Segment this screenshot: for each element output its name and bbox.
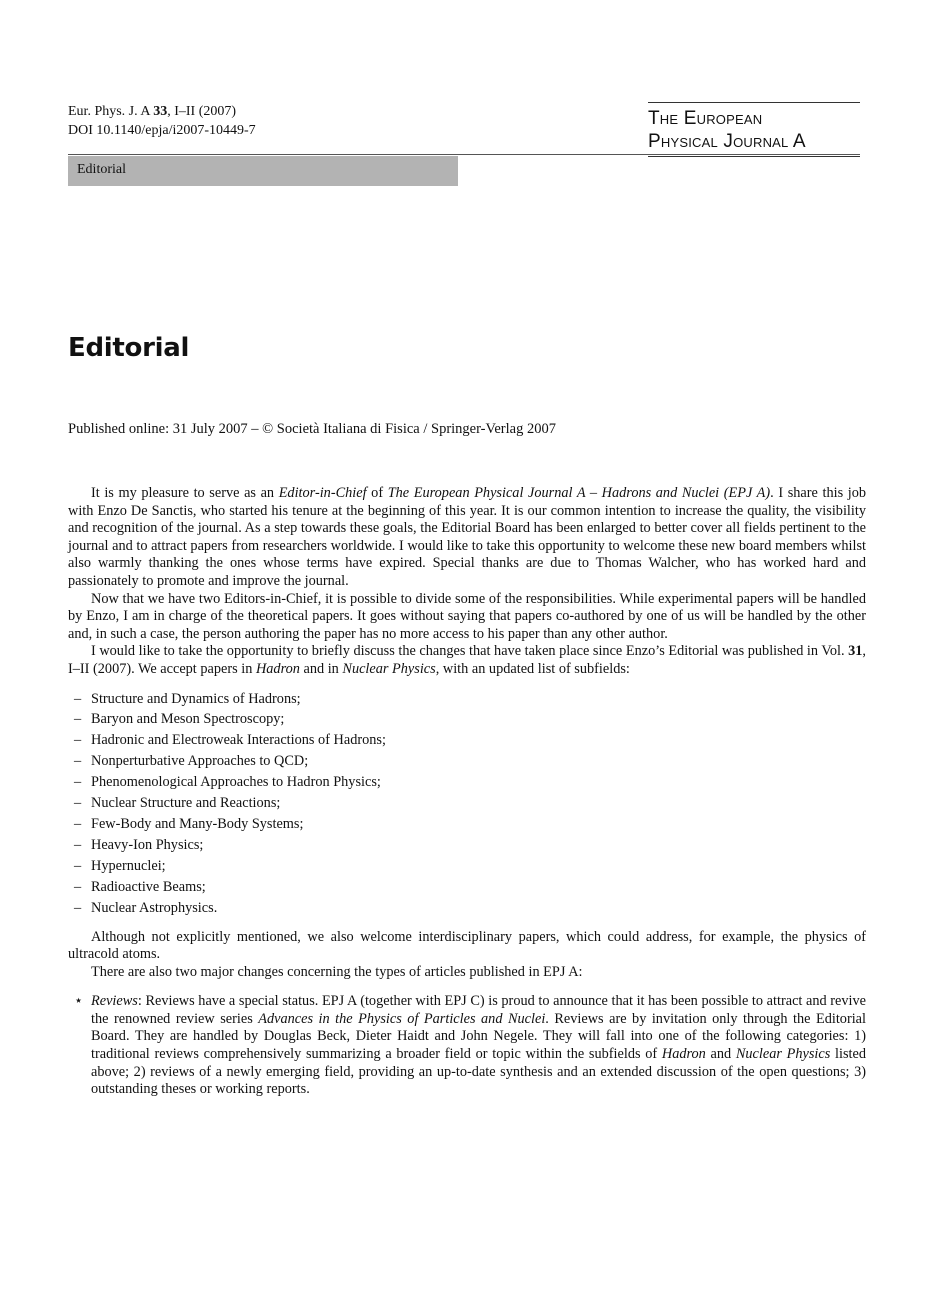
list-item-text: Hypernuclei;: [91, 857, 166, 874]
list-item-text: Radioactive Beams;: [91, 878, 206, 895]
dash-bullet: –: [74, 732, 82, 749]
published-line: Published online: 31 July 2007 – © Società Italiana di Fisica / Springer-Verlag 2007: [68, 421, 556, 437]
list-item: [68, 793, 866, 814]
list-item-text: Heavy-Ion Physics;: [91, 836, 204, 853]
subfield-list: [68, 689, 866, 919]
masthead-rule-bottom: [648, 156, 860, 157]
text-span: I would like to take the opportunity to briefly discuss the changes that have taken place since Enzo’s Editorial was published in Vol.: [91, 643, 849, 660]
emphasis: Advances in the Physics of Particles and Nuclei: [258, 1010, 546, 1027]
journal-title-line1: The European: [648, 108, 763, 129]
list-item: [68, 835, 866, 856]
journal-title-line2: Physical Journal A: [648, 131, 806, 152]
citation-pages: , I–II (2007): [167, 104, 237, 119]
list-item-text: Nuclear Structure and Reactions;: [91, 795, 281, 812]
emphasis: Hadron: [255, 660, 300, 677]
paragraph: Now that we have two Editors-in-Chief, it is possible to divide some of the responsibilities. While experimental papers will be handled by Enzo, I am in charge of the theoretical papers. It goes without saying that papers co-authored by one of us will be handled by the other and, in such a case, the person authoring the paper has no more access to his paper than any other author.: [68, 590, 866, 642]
reviews-label: Reviews: [91, 993, 138, 1010]
list-item-text: Hadronic and Electroweak Interactions of Hadrons;: [91, 732, 386, 749]
text-span: . Reviews are by invitation only through the Editorial Board. They are handled by Douglas Beck, Dieter Haidt and John Negele. They will fall into one of the following categories: 1) traditional reviews comprehensively summarizing a broader field or topic within the subfields of: [91, 1010, 867, 1063]
emphasis: Hadron: [661, 1046, 706, 1063]
text-span: and in: [299, 660, 343, 677]
citation-volume: 33: [153, 104, 168, 119]
dash-bullet: –: [74, 690, 82, 707]
list-item: [68, 730, 866, 751]
list-item-text: Few-Body and Many-Body Systems;: [91, 815, 304, 832]
list-item: [68, 709, 866, 730]
star-bullet-icon: ⋆: [74, 993, 83, 1010]
citation-line: [68, 102, 256, 121]
paragraph: There are also two major changes concerning the types of articles published in EPJ A:: [91, 963, 583, 980]
emphasis: Nuclear Physics: [735, 1046, 831, 1063]
list-item: [68, 772, 866, 793]
list-item-text: Structure and Dynamics of Hadrons;: [91, 690, 301, 707]
dash-bullet: –: [74, 857, 82, 874]
emphasis: Nuclear Physics: [342, 660, 436, 677]
text-span: , with an updated list of subfields:: [435, 660, 630, 677]
article-body: [68, 485, 866, 1099]
header-divider: [68, 154, 860, 155]
section-label-box: [68, 156, 458, 186]
list-item: [68, 689, 866, 710]
text-span: : Reviews have a special status. EPJ A (together with EPJ C) is proud to announce that it has been possible to attract and revive the renowned review series: [91, 993, 866, 1027]
journal-masthead: [648, 102, 860, 157]
paragraph: [68, 485, 866, 591]
text-span: , I–II (2007). We accept papers in: [68, 643, 866, 677]
citation-block: [68, 102, 256, 140]
paragraph: Although not explicitly mentioned, we also welcome interdisciplinary papers, which could address, for example, the physics of ultracold atoms.: [68, 928, 866, 963]
citation-journal: Eur. Phys. J. A: [68, 104, 154, 119]
section-label: Editorial: [77, 162, 126, 177]
volume-number: 31: [848, 643, 863, 660]
list-item: [68, 856, 866, 877]
list-item: [68, 877, 866, 898]
masthead-rule-top: [648, 102, 860, 103]
reviews-paragraph: [91, 993, 866, 1099]
dash-bullet: –: [74, 836, 82, 853]
text-span: listed above; 2) reviews of a newly emerging field, providing an up-to-date synthesis and an extended discussion of the open questions; 3) outstanding theses or working reports.: [91, 1046, 866, 1098]
text-span: of: [366, 485, 388, 501]
dash-bullet: –: [74, 878, 82, 895]
list-item: [68, 898, 866, 919]
list-item-text: Baryon and Meson Spectroscopy;: [91, 711, 285, 728]
text-span: and: [705, 1046, 736, 1063]
dash-bullet: –: [74, 774, 82, 791]
doi: DOI 10.1140/epja/i2007-10449-7: [68, 123, 256, 138]
dash-bullet: –: [74, 711, 82, 728]
reviews-item: [68, 993, 866, 1099]
dash-bullet: –: [74, 815, 82, 832]
dash-bullet: –: [74, 795, 82, 812]
list-item-text: Nuclear Astrophysics.: [91, 899, 218, 916]
list-item: [68, 814, 866, 835]
dash-bullet: –: [74, 753, 82, 770]
text-span: It is my pleasure to serve as an: [91, 485, 279, 501]
list-item-text: Phenomenological Approaches to Hadron Physics;: [91, 774, 381, 791]
page-title: Editorial: [68, 333, 190, 363]
dash-bullet: –: [74, 899, 82, 916]
emphasis: Editor-in-Chief: [278, 485, 367, 501]
emphasis: The European Physical Journal A – Hadrons and Nuclei (EPJ A): [387, 485, 771, 501]
list-item: [68, 751, 866, 772]
paragraph: [68, 643, 866, 678]
list-item-text: Nonperturbative Approaches to QCD;: [91, 753, 309, 770]
text-span: . I share this job with Enzo De Sanctis, who started his tenure at the beginning of this year. It is our common intention to increase the quality, the visibility and recognition of the journal. As a step towards these goals, the Editorial Board has been enlarged to better cover all fields pertinent to the journal and to attract papers from researchers worldwide. I would like to take this opportunity to welcome these new board members whilst also warmly thanking the ones whose terms have expired. Special thanks are due to Thomas Walcher, who has worked hard and passionately to promote and improve the journal.: [68, 485, 867, 589]
